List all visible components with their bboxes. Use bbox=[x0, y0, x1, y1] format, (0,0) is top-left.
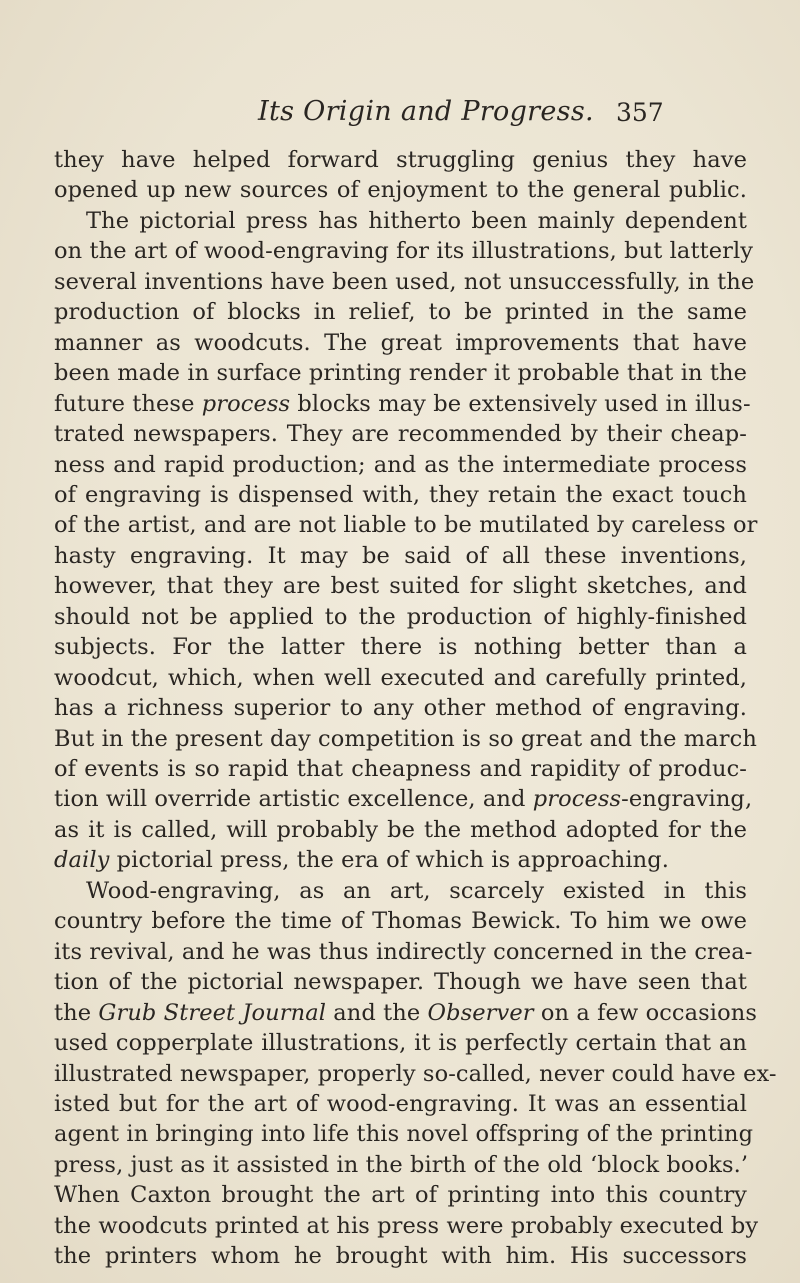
text-line bbox=[54, 906, 747, 936]
text-line bbox=[54, 480, 747, 510]
text-line bbox=[54, 1059, 777, 1089]
text-line bbox=[54, 145, 747, 175]
text-run: the woodcuts printed at his press were probably executed by bbox=[54, 1212, 759, 1239]
text-run: future these bbox=[54, 390, 202, 417]
text-run: its revival, and he was thus indirectly concerned in the crea- bbox=[54, 938, 753, 965]
text-line bbox=[54, 297, 747, 327]
text-run: the bbox=[54, 999, 99, 1026]
text-run: on the art of wood-engraving for its illustrations, but latterly bbox=[54, 238, 754, 265]
text-run: used copperplate illustrations, it is perfectly certain that an bbox=[54, 1030, 747, 1056]
text-run: country before the time of Thomas Bewick. To him we owe bbox=[54, 908, 747, 935]
italic-text: process bbox=[532, 786, 622, 813]
text-line bbox=[54, 419, 747, 449]
text-run: the printers whom he brought with him. His successors bbox=[54, 1243, 747, 1270]
text-line bbox=[54, 815, 747, 845]
italic-text: Observer bbox=[427, 999, 534, 1026]
text-line bbox=[54, 602, 747, 632]
text-run: of events is so rapid that cheapness and rapidity of produc- bbox=[54, 756, 747, 782]
text-line bbox=[54, 632, 747, 662]
text-run: The pictorial press has hitherto been mainly dependent bbox=[86, 207, 747, 234]
text-run: illustrated newspaper, properly so-called, never could have ex- bbox=[54, 1060, 777, 1087]
text-run: production of blocks in relief, to be printed in the same bbox=[54, 299, 747, 326]
text-line bbox=[54, 845, 747, 875]
text-line bbox=[54, 541, 747, 571]
running-title: Its Origin and Progress. bbox=[258, 96, 594, 127]
text-line bbox=[54, 663, 747, 693]
page-number: 357 bbox=[616, 98, 664, 127]
text-line bbox=[54, 571, 747, 601]
text-line bbox=[54, 754, 747, 784]
text-line bbox=[86, 206, 747, 236]
text-line bbox=[54, 267, 755, 297]
text-run: subjects. For the latter there is nothing better than a bbox=[54, 634, 747, 661]
text-run: isted but for the art of wood-engraving. It was an essential bbox=[54, 1090, 747, 1117]
text-run: When Caxton brought the art of printing into this country bbox=[54, 1182, 747, 1209]
text-run: pictorial press, the era of which is approaching. bbox=[109, 847, 669, 874]
text-run: however, that they are best suited for slight sketches, and bbox=[54, 573, 747, 600]
text-run: trated newspapers. They are recommended by their cheap- bbox=[54, 421, 747, 448]
text-line bbox=[54, 175, 747, 205]
text-run: woodcut, which, when well executed and carefully printed, bbox=[54, 664, 747, 691]
text-line bbox=[54, 1150, 747, 1180]
text-line bbox=[54, 1180, 747, 1210]
text-run: ness and rapid production; and as the intermediate process bbox=[54, 451, 747, 478]
text-line bbox=[54, 724, 757, 754]
text-line bbox=[54, 1211, 759, 1241]
text-line bbox=[54, 998, 757, 1028]
italic-text: Grub Street Journal bbox=[98, 999, 327, 1026]
text-run: they have helped forward struggling genius they have bbox=[54, 147, 747, 173]
text-line bbox=[54, 389, 751, 419]
text-run: of the artist, and are not liable to be mutilated by careless or bbox=[54, 512, 758, 539]
text-line bbox=[54, 967, 747, 997]
text-run: hasty engraving. It may be said of all these inventions, bbox=[54, 542, 747, 569]
text-line bbox=[54, 784, 753, 814]
text-run: should not be applied to the production of highly-finished bbox=[54, 603, 747, 630]
text-run: of engraving is dispensed with, they retain the exact touch bbox=[54, 481, 747, 508]
text-line bbox=[54, 1241, 747, 1271]
italic-text: daily bbox=[54, 847, 110, 874]
text-run: as it is called, will probably be the method adopted for the bbox=[54, 816, 747, 843]
text-line bbox=[54, 358, 747, 388]
text-line bbox=[54, 937, 753, 967]
text-run: But in the present day competition is so great and the march bbox=[54, 725, 757, 752]
text-line bbox=[54, 1089, 747, 1119]
text-run: on a few occasions bbox=[533, 999, 757, 1026]
text-run: press, just as it assisted in the birth of the old ‘block books.’ bbox=[54, 1151, 749, 1178]
text-run: tion will override artistic excellence, and bbox=[54, 786, 533, 813]
text-line bbox=[54, 693, 747, 723]
text-run: opened up new sources of enjoyment to the general public. bbox=[54, 177, 747, 204]
text-run: manner as woodcuts. The great improvements that have bbox=[54, 329, 747, 356]
text-run: -engraving, bbox=[621, 786, 753, 813]
italic-text: process bbox=[201, 390, 291, 417]
text-line bbox=[86, 876, 747, 906]
text-run: blocks may be extensively used in illus- bbox=[290, 390, 751, 417]
text-run: several inventions have been used, not unsuccessfully, in the bbox=[54, 268, 755, 295]
text-line bbox=[54, 1028, 747, 1058]
text-run: has a richness superior to any other method of engraving. bbox=[54, 695, 747, 722]
text-run: Wood-engraving, as an art, scarcely existed in this bbox=[86, 877, 747, 904]
text-line bbox=[54, 450, 747, 480]
text-line bbox=[54, 510, 758, 540]
text-line bbox=[54, 328, 747, 358]
text-line bbox=[54, 1119, 754, 1149]
text-run: agent in bringing into life this novel offspring of the printing bbox=[54, 1121, 754, 1148]
text-run: been made in surface printing render it probable that in the bbox=[54, 360, 747, 387]
text-run: and the bbox=[326, 999, 428, 1026]
text-run: tion of the pictorial newspaper. Though we have seen that bbox=[54, 969, 747, 996]
text-line bbox=[54, 236, 754, 266]
